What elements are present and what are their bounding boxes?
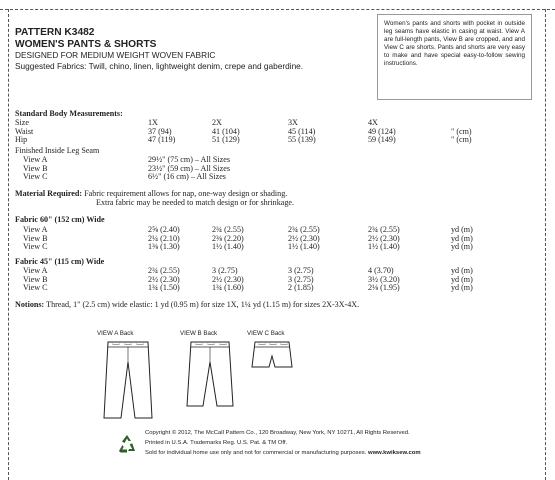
view-b-cropped-pants-sketch [185,340,235,408]
garment-description: Women's pants and shorts with pocket in outside leg seams have elastic in casing at waist. View A are full-length pants, View B are cropped, and and View C are shorts. Pants and shorts are very easy to make and have special easy-to-follow sewing instructions. [377,14,532,100]
fabric-60-cell-1x: 2⅝ (2.40) [148,225,180,234]
fabric-60-heading: Fabric 60" (152 cm) Wide [15,215,105,224]
fabric-45-cell-3x: 3 (2.75) [288,274,314,284]
fabric-60-cell-4x: 2½ (2.30) [368,233,400,243]
material-required [15,189,287,198]
fabric-45-cell-2x: 2½ (2.30) [212,274,244,284]
fabric-45-cell-1x: 2½ (2.30) [148,274,180,284]
material-line-2: Extra fabric may be needed to match design or for shrinkage. [96,198,294,207]
inseam-view-label: View B [23,163,48,173]
view-c-label: VIEW C Back [247,330,285,337]
fabric-45-cell-unit: yd (m) [451,274,473,284]
cut-line-left [8,9,9,480]
body-measure-cell-3x: 55 (139) [288,135,316,145]
fabric-60-cell-3x: 2¾ (2.55) [288,225,320,234]
body-measure-row-label: Size [15,118,29,127]
recycle-icon [115,433,139,455]
body-measure-cell-unit: " (cm) [451,126,472,136]
suggested-fabrics: Suggested Fabrics: Twill, chino, linen, lightweight denim, crepe and gaberdine. [15,60,304,71]
usage-text: Sold for individual home use only and not for commercial or manufacturing purposes. [145,450,367,457]
fabric-45-cell-1x: 2¾ (2.55) [148,266,180,275]
fabric-45-row-label: View C [23,283,48,293]
pattern-title: WOMEN'S PANTS & SHORTS [15,38,157,50]
pattern-number: PATTERN K3482 [15,27,95,38]
fabric-45-cell-unit: yd (m) [451,266,473,275]
website-link[interactable]: www.kwiksew.com [367,450,421,457]
fabric-60-cell-2x: 2¾ (2.55) [212,225,244,234]
body-measure-cell-1x: 1X [148,118,158,127]
view-a-pants-sketch [102,340,154,420]
body-measure-cell-4x: 4X [368,118,378,127]
inseam-value: 23½" (59 cm) – All Sizes [148,163,230,173]
fabric-weight-note: DESIGNED FOR MEDIUM WEIGHT WOVEN FABRIC [15,50,216,60]
fabric-45-cell-2x: 1¾ (1.60) [212,283,244,293]
fabric-60-cell-2x: 1½ (1.40) [212,242,244,252]
body-measure-cell-2x: 41 (104) [212,126,240,136]
inseam-value: 6½" (16 cm) – All Sizes [148,172,226,182]
fabric-45-row-label: View B [23,274,48,284]
body-measure-cell-1x: 47 (119) [148,135,176,145]
printed-line: Printed in U.S.A. Trademarks Reg. U.S. Pat. & TM Off. [145,440,288,447]
inseam-view-label: View C [23,172,48,182]
view-a-label: VIEW A Back [97,330,134,337]
fabric-45-heading: Fabric 45" (115 cm) Wide [15,257,105,266]
body-measurements-heading: Standard Body Measurements: [15,109,123,118]
fabric-60-cell-4x: 2¾ (2.55) [368,225,400,234]
fabric-60-cell-3x: 1½ (1.40) [288,242,320,252]
fabric-45-cell-3x: 2 (1.85) [288,283,314,293]
view-b-label: VIEW B Back [180,330,218,337]
fabric-60-cell-4x: 1½ (1.40) [368,242,400,252]
body-measure-cell-2x: 51 (129) [212,135,240,145]
fabric-60-row-label: View A [23,225,48,234]
view-c-shorts-sketch [250,340,294,370]
cut-line-right [545,9,546,480]
body-measure-row-label: Hip [15,135,28,145]
inseam-heading: Finished Inside Leg Seam [15,146,100,155]
body-measure-cell-3x: 3X [288,118,298,127]
fabric-45-cell-4x: 2⅛ (1.95) [368,283,400,293]
cut-line-top [0,9,555,10]
material-heading: Material Required: [15,189,83,198]
body-measure-row-label: Waist [15,126,34,136]
fabric-60-row-label: View C [23,242,48,252]
body-measure-cell-4x: 59 (149) [368,135,396,145]
inseam-value: 29½" (75 cm) – All Sizes [148,155,230,164]
fabric-45-cell-unit: yd (m) [451,283,473,293]
fabric-60-cell-3x: 2½ (2.30) [288,233,320,243]
body-measure-cell-2x: 2X [212,118,222,127]
body-measure-cell-4x: 49 (124) [368,126,396,136]
inseam-view-label: View A [23,155,48,164]
fabric-45-cell-1x: 1¾ (1.50) [148,283,180,293]
body-measure-cell-1x: 37 (94) [148,126,172,136]
notions-text: Thread, 1" (2.5 cm) wide elastic: 1 yd (0.95 m) for size 1X, 1¼ yd (1.15 m) for sizes 2X-3X-4X. [46,300,360,309]
fabric-60-row-label: View B [23,233,48,243]
fabric-45-cell-3x: 3 (2.75) [288,266,314,275]
notions-heading: Notions: [15,300,45,309]
fabric-60-cell-2x: 2⅜ (2.20) [212,233,244,243]
fabric-60-cell-unit: yd (m) [451,225,473,234]
copyright-footer [145,428,421,459]
usage-line [145,448,421,458]
fabric-60-cell-unit: yd (m) [451,233,473,243]
fabric-45-row-label: View A [23,266,48,275]
fabric-45-cell-2x: 3 (2.75) [212,266,238,275]
fabric-60-cell-1x: 2¼ (2.10) [148,233,180,243]
body-measure-cell-unit: " (cm) [451,135,472,145]
material-line-1: Fabric requirement allows for nap, one-way design or shading. [84,189,288,198]
notions [15,300,359,309]
fabric-60-cell-unit: yd (m) [451,242,473,252]
fabric-60-cell-1x: 1⅜ (1.30) [148,242,180,252]
body-measure-cell-3x: 45 (114) [288,126,316,136]
fabric-45-cell-4x: 3½ (3.20) [368,274,400,284]
pattern-header [15,27,303,72]
copyright-line: Copyright © 2012, The McCall Pattern Co., 120 Broadway, New York, NY 10271, All Rights Reserved. [145,430,410,436]
fabric-45-cell-4x: 4 (3.70) [368,266,394,275]
